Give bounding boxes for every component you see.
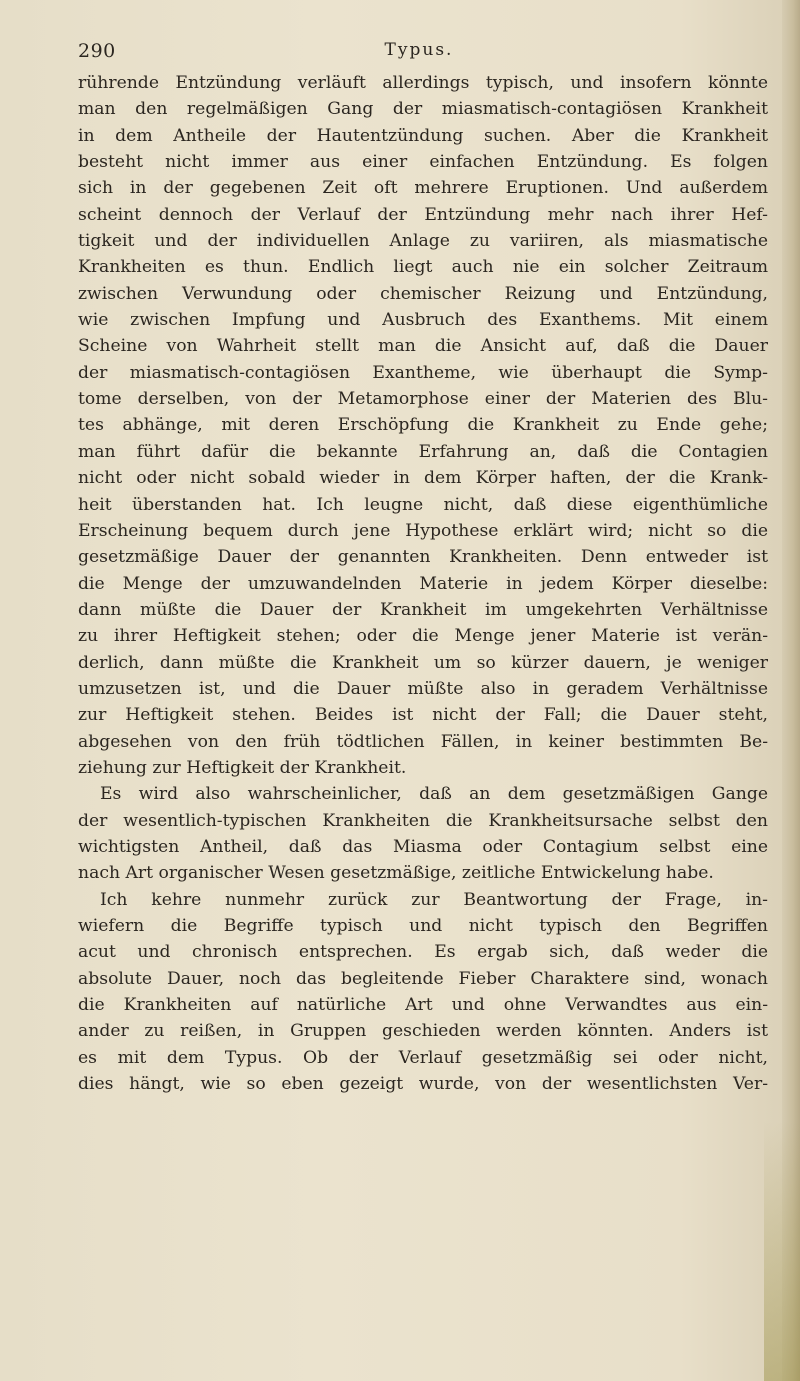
text-line: umzusetzen ist, und die Dauer müßte also in geradem Verhältnisse xyxy=(78,678,768,699)
text-line: wiefern die Begriffe typisch und nicht typisch den Begriffen xyxy=(78,916,768,936)
text-line: tigkeit und der individuellen Anlage zu variiren, als miasmatische xyxy=(78,231,768,252)
text-line: rührende Entzündung verläuft allerdings typisch, und insofern könnte xyxy=(78,73,768,93)
text-line: abgesehen von den früh tödtlichen Fällen, in keiner bestimmten Be- xyxy=(78,731,768,752)
text-line: ander zu reißen, in Gruppen geschieden werden könnten. Anders ist xyxy=(78,1021,768,1042)
text-line: Erscheinung bequem durch jene Hypothese erklärt wird; nicht so die xyxy=(78,520,768,541)
text-line: in dem Antheile der Hautentzündung suchen. Aber die Krankheit xyxy=(78,125,768,146)
text-line: zu ihrer Heftigkeit stehen; oder die Menge jener Materie ist verän- xyxy=(78,626,768,647)
text-line: dann müßte die Dauer der Krankheit im umgekehrten Verhältnisse xyxy=(78,599,768,620)
text-line: tes abhänge, mit deren Erschöpfung die Krankheit zu Ende gehe; xyxy=(78,415,768,436)
text-line: Krankheiten es thun. Endlich liegt auch nie ein solcher Zeitraum xyxy=(78,257,768,278)
text-line: heit überstanden hat. Ich leugne nicht, daß diese eigenthümliche xyxy=(78,494,768,515)
text-line: sich in der gegebenen Zeit oft mehrere Eruptionen. Und außerdem xyxy=(78,178,768,199)
text-line: die Krankheiten auf natürliche Art und ohne Verwandtes aus ein- xyxy=(78,995,768,1016)
text-line: absolute Dauer, noch das begleitende Fieber Charaktere sind, wonach xyxy=(78,968,768,989)
text-line: Ich kehre nunmehr zurück zur Beantwortung der Frage, in- xyxy=(100,889,768,910)
text-line: wichtigsten Antheil, daß das Miasma oder Contagium selbst eine xyxy=(78,836,768,857)
text-line: der miasmatisch-contagiösen Exantheme, wie überhaupt die Symp- xyxy=(78,362,768,383)
page-stain xyxy=(764,1121,800,1381)
text-line: Es wird also wahrscheinlicher, daß an dem gesetzmäßigen Gange xyxy=(100,784,768,805)
text-line: acut und chronisch entsprechen. Es ergab sich, daß weder die xyxy=(78,942,768,963)
page-header xyxy=(78,40,760,66)
text-line: zwischen Verwundung oder chemischer Reizung und Entzündung, xyxy=(78,283,768,304)
body-text xyxy=(78,70,768,1097)
text-line: scheint dennoch der Verlauf der Entzündung mehr nach ihrer Hef- xyxy=(78,204,768,225)
text-line: gesetzmäßige Dauer der genannten Krankheiten. Denn entweder ist xyxy=(78,547,768,568)
text-line: besteht nicht immer aus einer einfachen Entzündung. Es folgen xyxy=(78,152,768,173)
text-line: zur Heftigkeit stehen. Beides ist nicht der Fall; die Dauer steht, xyxy=(78,705,768,726)
text-line: wie zwischen Impfung und Ausbruch des Exanthems. Mit einem xyxy=(78,310,768,331)
text-line: ziehung zur Heftigkeit der Krankheit. xyxy=(78,757,407,778)
running-head: Typus. xyxy=(384,40,454,60)
text-line: die Menge der umzuwandelnden Materie in jedem Körper dieselbe: xyxy=(78,573,768,594)
text-line: derlich, dann müßte die Krankheit um so kürzer dauern, je weniger xyxy=(78,652,768,673)
text-line: nach Art organischer Wesen gesetzmäßige, zeitliche Entwickelung habe. xyxy=(78,863,714,884)
page-number: 290 xyxy=(78,40,116,62)
text-line: man den regelmäßigen Gang der miasmatisch-contagiösen Krankheit xyxy=(78,99,768,120)
text-line: es mit dem Typus. Ob der Verlauf gesetzmäßig sei oder nicht, xyxy=(78,1047,768,1068)
text-line: dies hängt, wie so eben gezeigt wurde, von der wesentlichsten Ver- xyxy=(78,1074,768,1095)
text-line: man führt dafür die bekannte Erfahrung an, daß die Contagien xyxy=(78,441,768,462)
text-line: der wesentlich-typischen Krankheiten die Krankheitsursache selbst den xyxy=(78,810,768,831)
text-line: Scheine von Wahrheit stellt man die Ansicht auf, daß die Dauer xyxy=(78,336,768,357)
text-line: tome derselben, von der Metamorphose einer der Materien des Blu- xyxy=(78,389,768,410)
text-line: nicht oder nicht sobald wieder in dem Körper haften, der die Krank- xyxy=(78,468,768,489)
